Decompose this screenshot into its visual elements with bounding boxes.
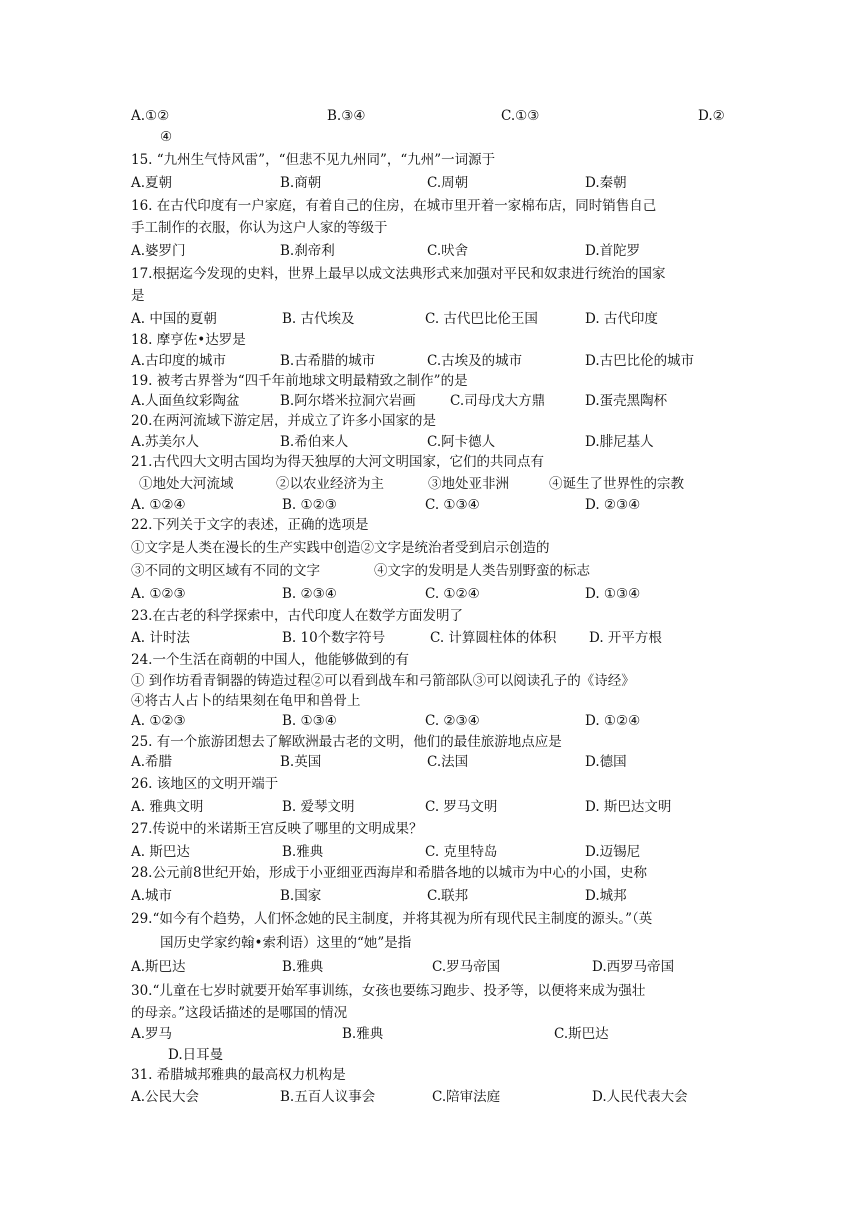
q31-option-a: A.公民大会: [131, 1089, 200, 1105]
q17-option-b: B. 古代埃及: [282, 311, 355, 327]
q15-option-a: A.夏朝: [131, 175, 173, 191]
q24-option-a: A. ①②③: [131, 713, 186, 729]
q25-option-c: C.法国: [427, 754, 469, 770]
q28-option-a: A.城市: [131, 888, 173, 904]
q28-stem: 28.公元前8世纪开始，形成于小亚细亚西海岸和希腊各地的以城市为中心的小国，史称: [131, 865, 648, 881]
q16-option-b: B.刹帝利: [280, 243, 335, 259]
q27-option-a: A. 斯巴达: [131, 844, 190, 860]
q17-option-d: D. 古代印度: [585, 311, 658, 327]
q30-stem-line1: 30.“儿童在七岁时就要开始军事训练，女孩也要练习跑步、投矛等，以便将来成为强壮: [131, 983, 646, 999]
q15-option-d: D.秦朝: [585, 175, 627, 191]
q17-stem-line1: 17.根据迄今发现的史料，世界上最早以成文法典形式来加强对平民和奴隶进行统治的国家: [131, 266, 666, 282]
q19-option-c: C.司母戊大方鼎: [450, 393, 546, 409]
q21-option-d: D. ②③④: [585, 497, 641, 513]
q17-stem-line2: 是: [131, 288, 145, 304]
q18-option-a: A.古印度的城市: [131, 353, 227, 369]
q27-stem: 27.传说中的米诺斯王宫反映了哪里的文明成果？: [131, 821, 423, 837]
q28-option-d: D.城邦: [585, 888, 627, 904]
q16-stem-line2: 手工制作的衣服，你认为这户人家的等级于: [131, 220, 388, 236]
q15-stem: 15. “九州生气恃风雷”，“但悲不见九州同”，“九州”一词源于: [131, 152, 496, 168]
q22-option-d: D. ①③④: [585, 586, 641, 602]
q22-stem: 22.下列关于文字的表述，正确的选项是: [131, 517, 369, 533]
q22-statements-line1: ①文字是人类在漫长的生产实践中创造②文字是统治者受到启示创造的: [131, 540, 550, 556]
q23-option-d: D. 开平方根: [589, 630, 662, 646]
q22-option-b: B. ②③④: [282, 586, 337, 602]
q25-stem: 25. 有一个旅游团想去了解欧洲最古老的文明，他们的最佳旅游地点应是: [131, 734, 562, 750]
q20-option-a: A.苏美尔人: [131, 434, 200, 450]
q30-stem-line2: 的母亲。”这段话描述的是哪国的情况: [131, 1005, 348, 1021]
q26-option-a: A. 雅典文明: [131, 799, 204, 815]
q21-statement-1: ①地处大河流域: [139, 476, 234, 492]
q20-option-b: B.希伯来人: [280, 434, 349, 450]
q30-option-d: D.日耳曼: [168, 1047, 224, 1063]
q31-option-d: D.人民代表大会: [592, 1089, 688, 1105]
q14-option-c: C.①③: [501, 108, 540, 124]
q16-stem-line1: 16. 在古代印度有一户家庭，有着自己的住房，在城市里开着一家棉布店，同时销售自己: [131, 198, 657, 214]
q26-option-b: B. 爱琴文明: [282, 799, 355, 815]
q25-option-a: A.希腊: [131, 754, 173, 770]
q30-option-b: B.雅典: [342, 1026, 384, 1042]
q14-option-d: D.②: [698, 108, 725, 124]
q20-option-d: D.腓尼基人: [585, 434, 654, 450]
q26-option-d: D. 斯巴达文明: [585, 799, 672, 815]
q14-option-a: A.①②: [131, 108, 170, 124]
q16-option-a: A.婆罗门: [131, 243, 186, 259]
q19-option-a: A.人面鱼纹彩陶盆: [131, 393, 240, 409]
q16-option-c: C.吠舍: [427, 243, 469, 259]
q21-statement-4: ④诞生了世界性的宗教: [549, 476, 684, 492]
q31-option-b: B.五百人议事会: [280, 1089, 376, 1105]
q27-option-d: D.迈锡尼: [585, 844, 641, 860]
q26-stem: 26. 该地区的文明开端于: [131, 776, 279, 792]
q16-option-d: D.首陀罗: [585, 243, 641, 259]
q29-option-a: A.斯巴达: [131, 959, 186, 975]
q14-option-b: B.③④: [327, 108, 366, 124]
q26-option-c: C. 罗马文明: [425, 799, 498, 815]
q29-option-c: C.罗马帝国: [432, 959, 501, 975]
q31-stem: 31. 希腊城邦雅典的最高权力机构是: [131, 1067, 346, 1083]
q22-option-a: A. ①②③: [131, 586, 186, 602]
q24-option-b: B. ①③④: [282, 713, 337, 729]
q25-option-d: D.德国: [585, 754, 627, 770]
q29-stem-line2: 国历史学家约翰•索利语）这里的“她”是指: [160, 935, 412, 951]
q20-stem: 20.在两河流域下游定居，并成立了许多小国家的是: [131, 413, 436, 429]
q24-statements-line2: ④将古人占卜的结果刻在龟甲和兽骨上: [131, 693, 361, 709]
q19-option-b: B.阿尔塔米拉洞穴岩画: [280, 393, 416, 409]
q17-option-c: C. 古代巴比伦王国: [425, 311, 538, 327]
q15-option-b: B.商朝: [280, 175, 322, 191]
q21-statement-2: ②以农业经济为主: [276, 476, 384, 492]
q22-statement-4: ④文字的发明是人类告别野蛮的标志: [374, 563, 590, 579]
q21-stem: 21.古代四大文明古国均为得天独厚的大河文明国家，它们的共同点有: [131, 454, 544, 470]
q23-option-b: B. 10个数字符号: [282, 630, 386, 646]
q23-option-c: C. 计算圆柱体的体积: [430, 630, 557, 646]
q23-stem: 23.在古老的科学探索中，古代印度人在数学方面发明了: [131, 608, 463, 624]
q24-statements-line1: ① 到作坊看青铜器的铸造过程②可以看到战车和弓箭部队③可以阅读孔子的《诗经》: [131, 673, 635, 689]
q18-option-b: B.古希腊的城市: [280, 353, 376, 369]
q25-option-b: B.英国: [280, 754, 322, 770]
q24-stem: 24.一个生活在商朝的中国人，他能够做到的有: [131, 652, 409, 668]
q28-option-b: B.国家: [280, 888, 322, 904]
q22-option-c: C. ①②④: [425, 586, 480, 602]
q23-option-a: A. 计时法: [131, 630, 190, 646]
q18-stem: 18. 摩亨佐•达罗是: [131, 332, 246, 348]
q29-option-b: B.雅典: [282, 959, 324, 975]
q28-option-c: C.联邦: [427, 888, 469, 904]
q14-option-d-wrap: ④: [160, 129, 173, 145]
q30-option-c: C.斯巴达: [554, 1026, 609, 1042]
q17-option-a: A. 中国的夏朝: [131, 311, 217, 327]
q27-option-c: C. 克里特岛: [425, 844, 498, 860]
q29-option-d: D.西罗马帝国: [592, 959, 675, 975]
q19-option-d: D.蛋壳黑陶杯: [585, 393, 668, 409]
q29-stem-line1: 29.“如今有个趋势，人们怀念她的民主制度，并将其视为所有现代民主制度的源头。”（英: [131, 911, 653, 927]
q20-option-c: C.阿卡德人: [427, 434, 496, 450]
q24-option-c: C. ②③④: [425, 713, 480, 729]
q21-option-b: B. ①②③: [282, 497, 337, 513]
q21-statement-3: ③地处亚非洲: [428, 476, 509, 492]
q18-option-c: C.古埃及的城市: [427, 353, 523, 369]
q27-option-b: B.雅典: [282, 844, 324, 860]
q24-option-d: D. ①②④: [585, 713, 641, 729]
q31-option-c: C.陪审法庭: [432, 1089, 501, 1105]
q30-option-a: A.罗马: [131, 1026, 173, 1042]
q21-option-c: C. ①③④: [425, 497, 480, 513]
q19-stem: 19. 被考古界誉为“四千年前地球文明最精致之制作”的是: [131, 373, 468, 389]
q21-option-a: A. ①②④: [131, 497, 186, 513]
q18-option-d: D.古巴比伦的城市: [585, 353, 695, 369]
q15-option-c: C.周朝: [427, 175, 469, 191]
q22-statement-3: ③不同的文明区域有不同的文字: [131, 563, 320, 579]
